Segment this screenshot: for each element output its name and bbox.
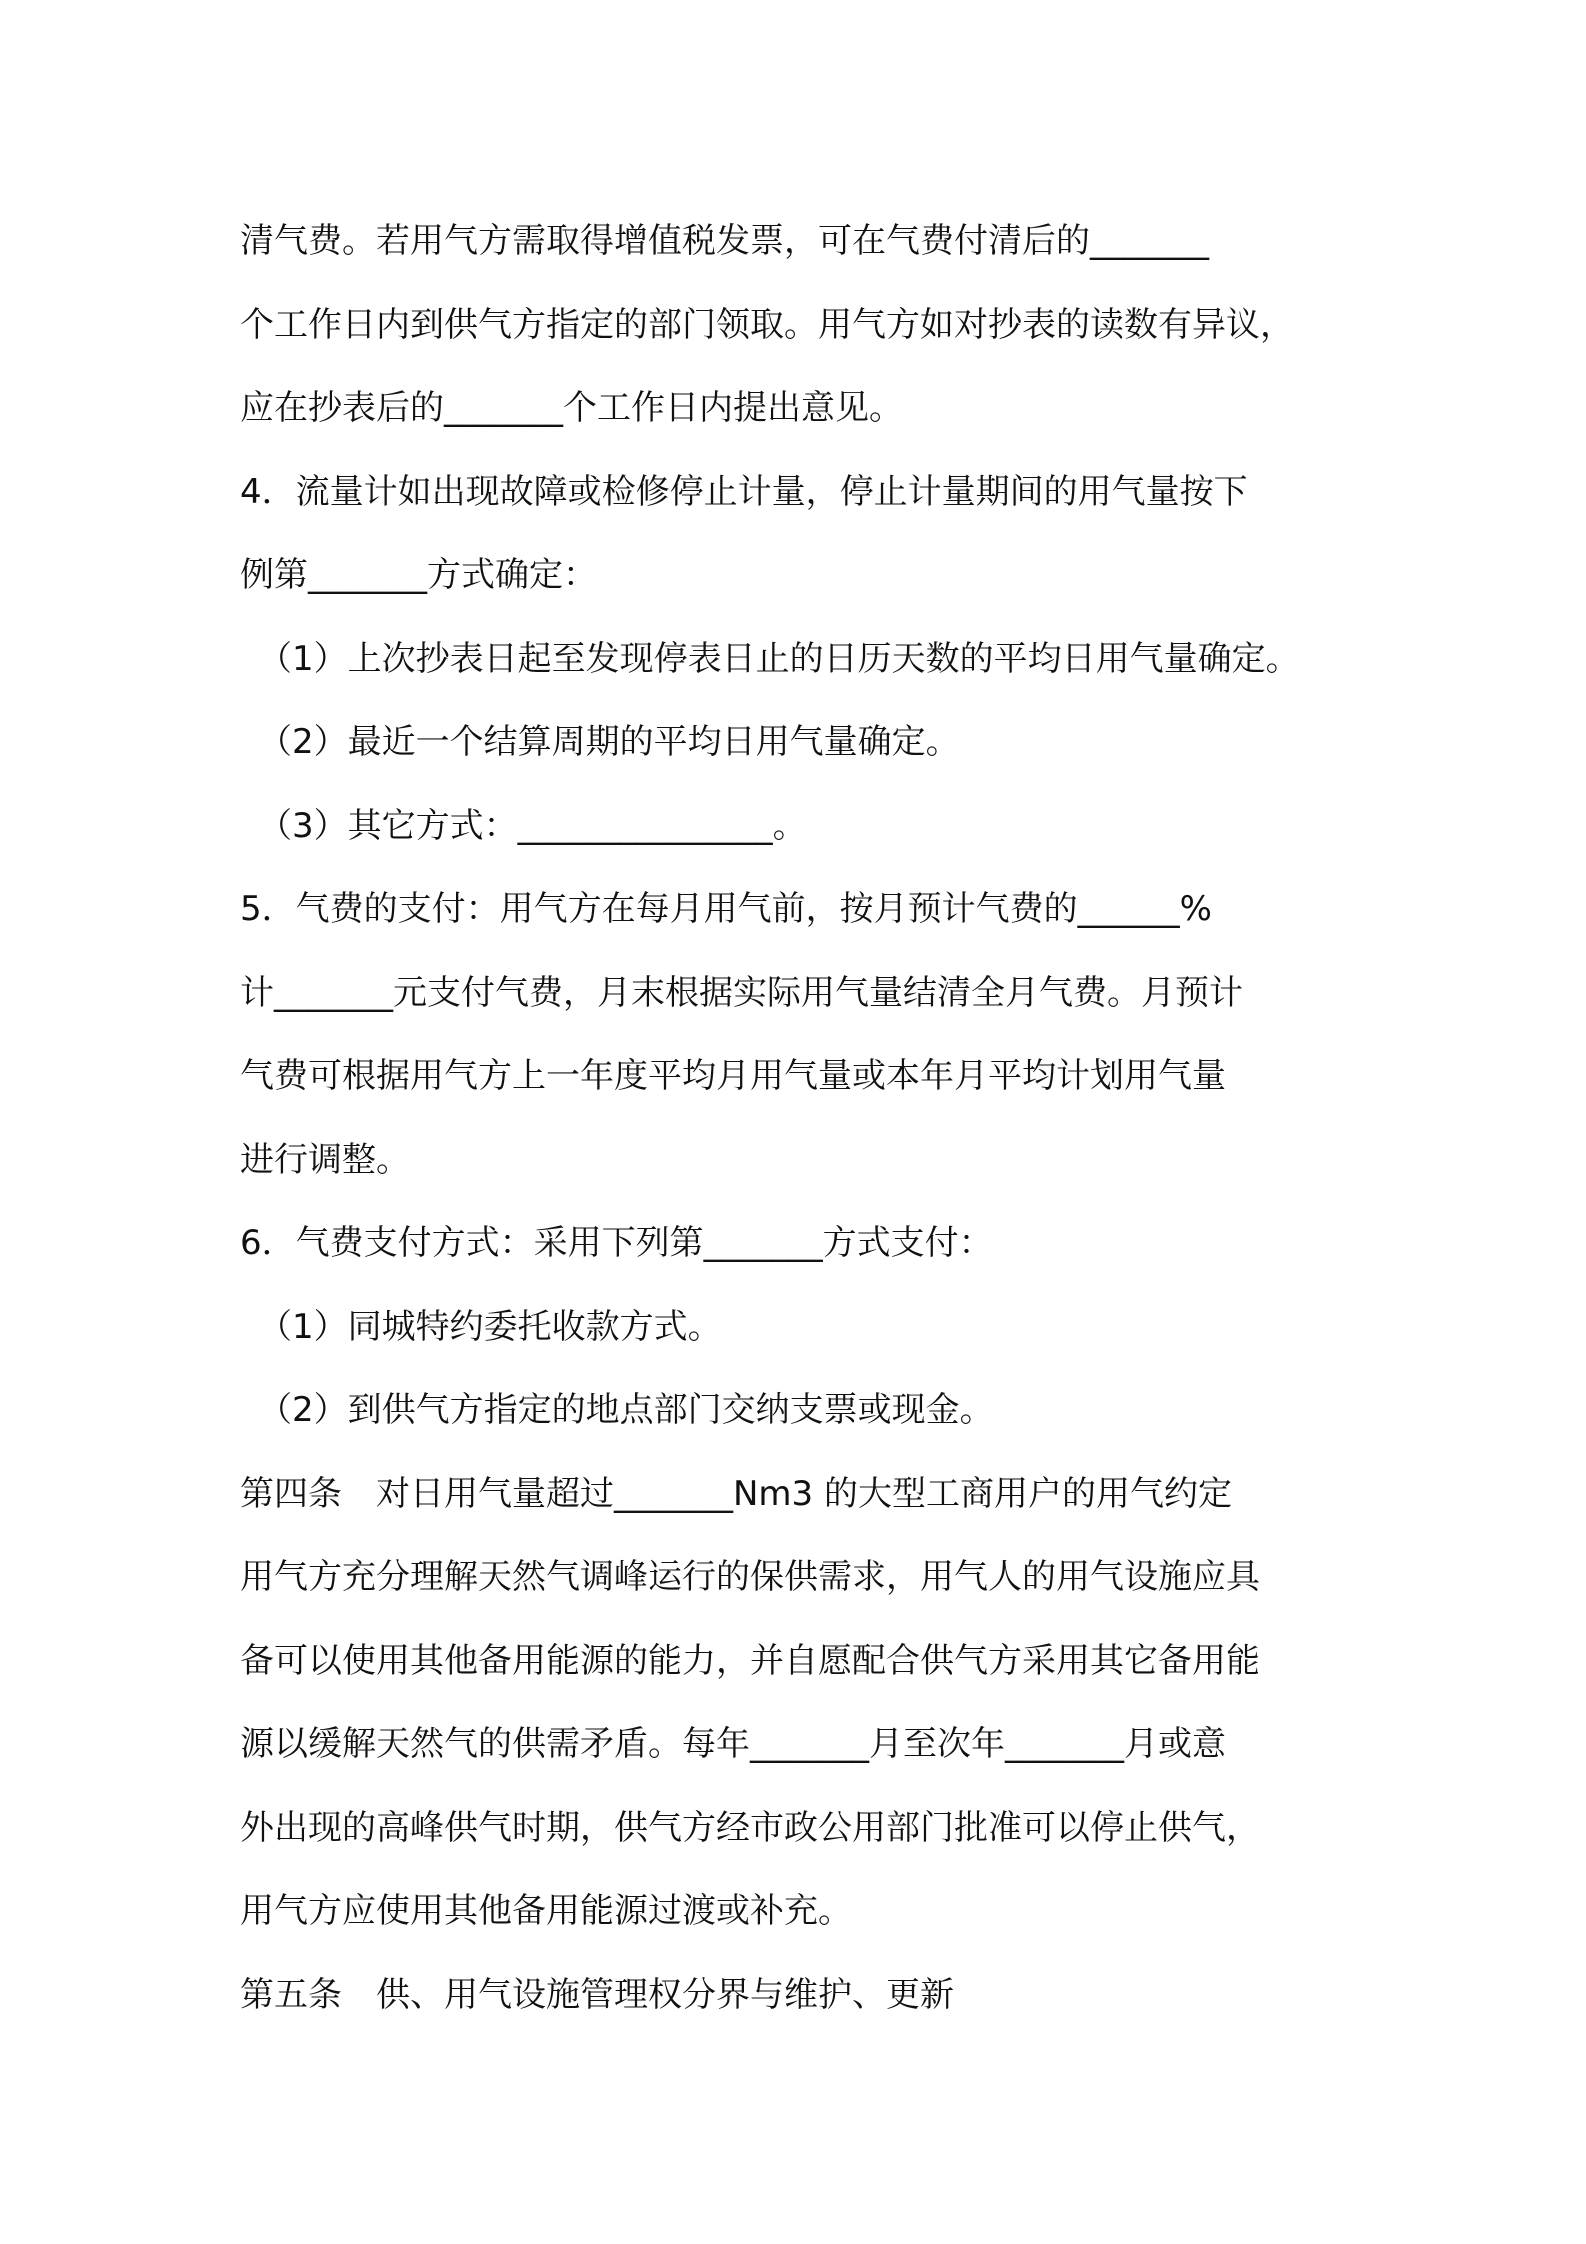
option-item: （2）最近一个结算周期的平均日用气量确定。	[258, 722, 960, 762]
text-line: 外出现的高峰供气时期，供气方经市政公用部门批准可以停止供气，	[240, 1807, 1260, 1848]
text-line: 计_______元支付气费，月末根据实际用气量结清全月气费。月预计	[240, 972, 1243, 1013]
section-4-heading: 4．流量计如出现故障或检修停止计量，停止计量期间的用气量按下	[240, 471, 1248, 512]
option-item: （1）同城特约委托收款方式。	[258, 1306, 722, 1347]
text-line: 清气费。若用气方需取得增值税发票，可在气费付清后的_______	[240, 221, 1209, 261]
text-line: 用气方应使用其他备用能源过渡或补充。	[240, 1891, 852, 1931]
text-line: 气费可根据用气方上一年度平均月用气量或本年月平均计划用气量	[240, 1056, 1226, 1096]
option-item: （3）其它方式：_______________。	[258, 805, 807, 846]
text-line: 源以缓解天然气的供需矛盾。每年_______月至次年_______月或意	[240, 1724, 1226, 1764]
text-line: 用气方充分理解天然气调峰运行的保供需求，用气人的用气设施应具	[240, 1557, 1260, 1597]
text-line: 应在抄表后的_______个工作日内提出意见。	[240, 388, 903, 428]
section-5-heading: 5．气费的支付：用气方在每月用气前，按月预计气费的______%	[240, 889, 1212, 929]
text-line: 例第_______方式确定：	[240, 555, 597, 595]
option-item: （2）到供气方指定的地点部门交纳支票或现金。	[258, 1390, 994, 1430]
text-line: 备可以使用其他备用能源的能力，并自愿配合供气方采用其它备用能	[240, 1640, 1260, 1681]
article-4-heading: 第四条 对日用气量超过_______Nm3 的大型工商用户的用气约定	[240, 1473, 1232, 1514]
section-6-heading: 6．气费支付方式：采用下列第_______方式支付：	[240, 1223, 993, 1263]
article-5-heading: 第五条 供、用气设施管理权分界与维护、更新	[240, 1974, 954, 2015]
document-body	[240, 200, 1380, 2037]
text-line: 个工作日内到供气方指定的部门领取。用气方如对抄表的读数有异议，	[240, 304, 1294, 345]
option-item: （1）上次抄表日起至发现停表日止的日历天数的平均日用气量确定。	[258, 638, 1300, 679]
text-line: 进行调整。	[240, 1139, 410, 1180]
